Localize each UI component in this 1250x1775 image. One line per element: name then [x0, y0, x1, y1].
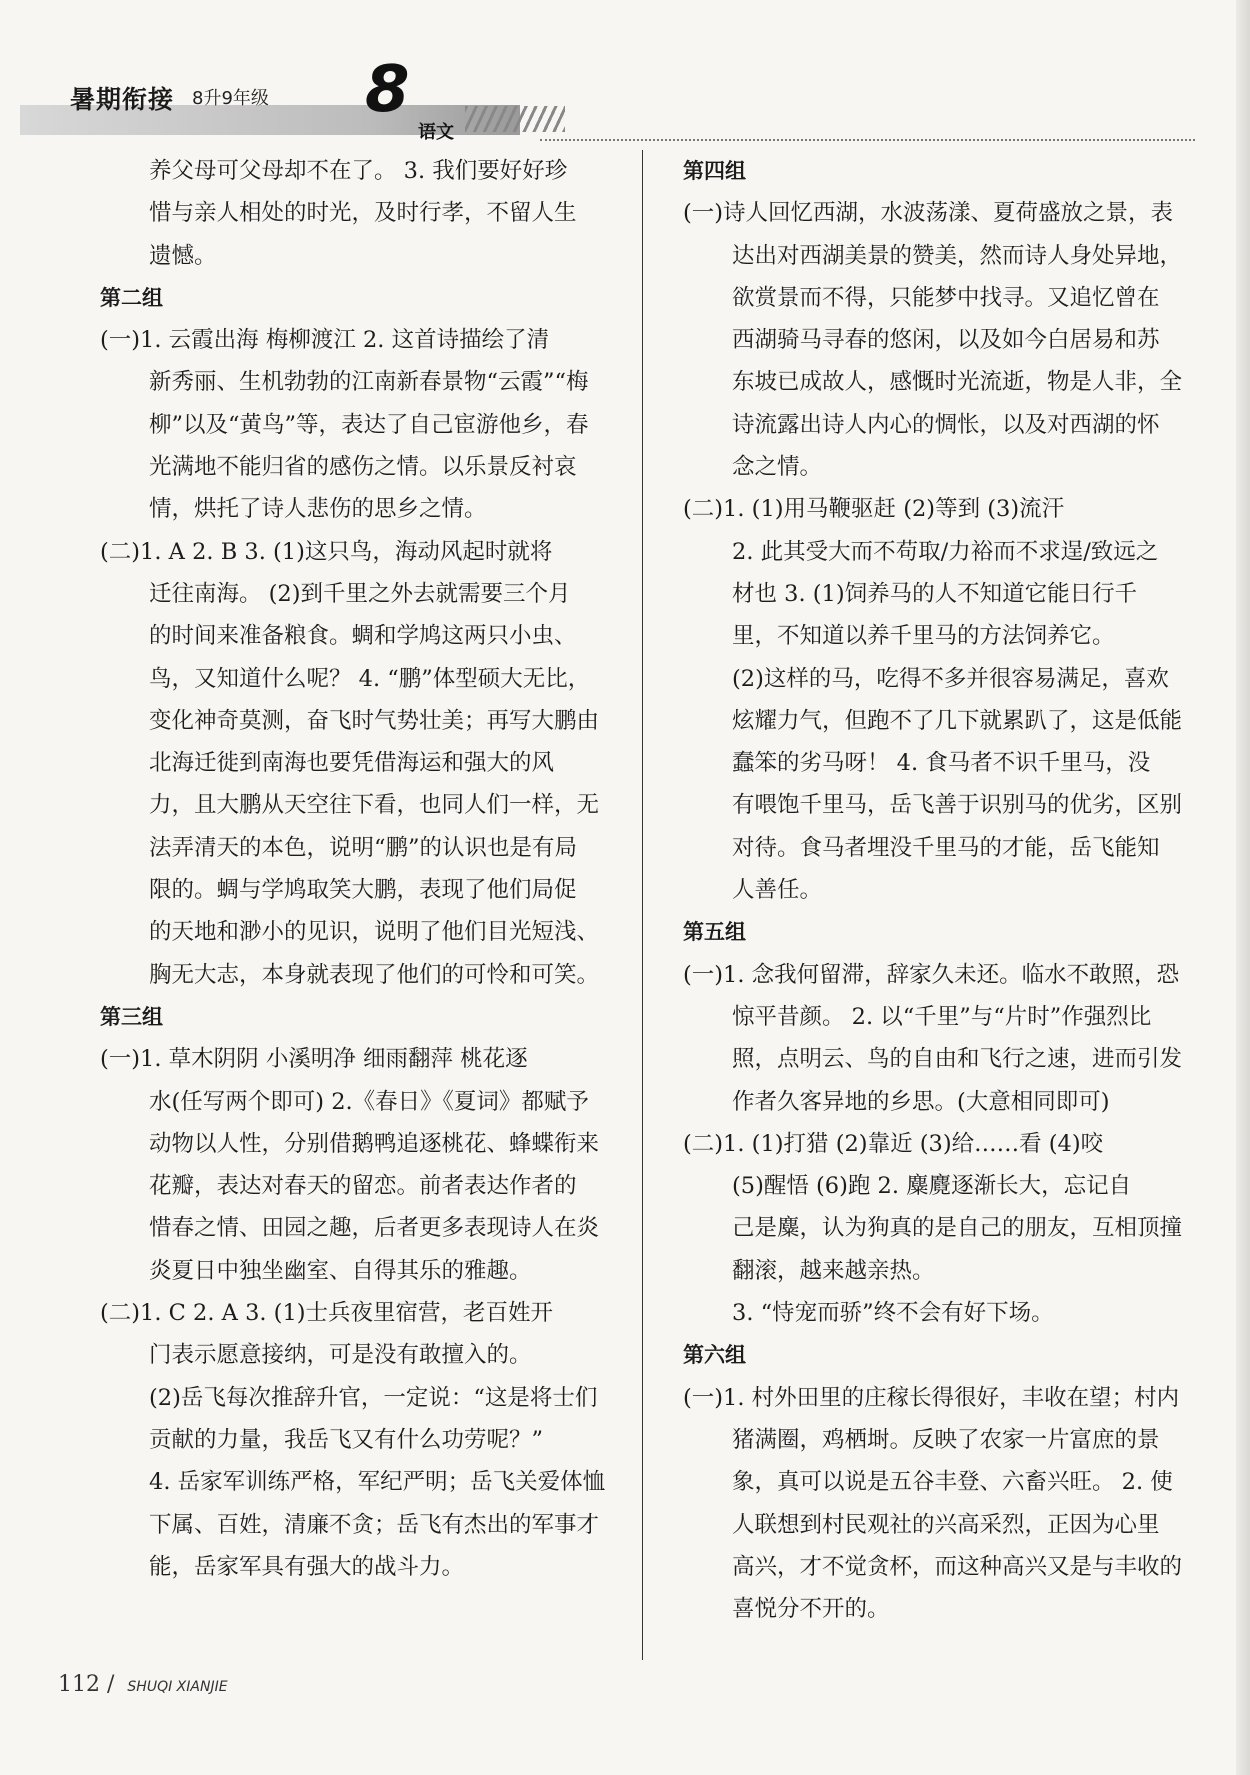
answer-line: 对待。食马者埋没千里马的才能，岳飞能知 — [732, 834, 1160, 861]
answer-line: 炎夏日中独坐幽室、自得其乐的雅趣。 — [149, 1257, 532, 1284]
answer-line: 门表示愿意接纳，可是没有敢擅入的。 — [149, 1342, 532, 1369]
answer-line: 惜与亲人相处的时光，及时行孝，不留人生 — [149, 200, 577, 227]
group-heading: 第二组 — [100, 285, 163, 310]
answer-line: 的天地和渺小的见识，说明了他们目光短浅、 — [149, 919, 600, 946]
answer-line: 炫耀力气，但跑不了几下就累趴了，这是低能 — [732, 707, 1183, 734]
page-edge — [1236, 0, 1250, 1775]
grade-number: 8 — [365, 53, 410, 127]
right-column — [683, 150, 1213, 1630]
book-title: 暑期衔接 — [70, 85, 175, 114]
answer-line: 象，真可以说是五谷丰登、六畜兴旺。 2. 使 — [732, 1469, 1173, 1496]
answer-line: (二)1. (1)打猎 (2)靠近 (3)给……看 (4)咬 — [683, 1130, 1104, 1157]
answer-line: (二)1. A 2. B 3. (1)这只鸟，海动风起时就将 — [100, 538, 553, 565]
answer-line: 力，且大鹏从天空往下看，也同人们一样，无 — [149, 792, 600, 819]
answer-line: 欲赏景而不得，只能梦中找寻。又追忆曾在 — [732, 284, 1160, 311]
answer-line: 照，点明云、鸟的自由和飞行之速，进而引发 — [732, 1046, 1183, 1073]
answer-line: (一)1. 念我何留滞，辞家久未还。临水不敢照，恐 — [683, 961, 1180, 988]
column-divider — [642, 150, 643, 1660]
header-stripes — [465, 106, 565, 132]
answer-line: 情，烘托了诗人悲伤的思乡之情。 — [149, 496, 487, 523]
answer-line: 喜悦分不开的。 — [732, 1596, 890, 1623]
page-footer — [58, 1672, 228, 1697]
answer-line: 胸无大志，本身就表现了他们的可怜和可笑。 — [149, 961, 600, 988]
left-column — [100, 150, 630, 1588]
answer-line: 法弄清天的本色，说明“鹏”的认识也是有局 — [149, 834, 578, 861]
answer-line: 高兴，才不觉贪杯，而这种高兴又是与丰收的 — [732, 1553, 1183, 1580]
answer-line: 迁往南海。 (2)到千里之外去就需要三个月 — [149, 580, 571, 607]
answer-line: 东坡已成故人，感慨时光流逝，物是人非，全 — [732, 369, 1183, 396]
page-number: 112 — [58, 1672, 100, 1697]
subject-label: 语文 — [418, 122, 454, 143]
answer-line: 有喂饱千里马，岳飞善于识别马的优劣，区别 — [732, 792, 1183, 819]
answer-line: 西湖骑马寻春的悠闲，以及如今白居易和苏 — [732, 327, 1160, 354]
page-header — [20, 53, 1190, 150]
grade-label: 8升9年级 — [192, 88, 269, 109]
header-dotted-rule — [540, 139, 1195, 141]
answer-line: 作者久客异地的乡思。(大意相同即可) — [732, 1088, 1110, 1115]
footer-brand: SHUQI XIANJIE — [127, 1679, 228, 1695]
answer-line: 下属、百姓，清廉不贪；岳飞有杰出的军事才 — [149, 1511, 600, 1538]
answer-line: 北海迁徙到南海也要凭借海运和强大的风 — [149, 750, 555, 777]
answer-line: 人联想到村民观社的兴高采烈，正因为心里 — [732, 1511, 1160, 1538]
footer-separator: / — [107, 1672, 115, 1697]
answer-line: 动物以人性，分别借鹅鸭追逐桃花、蜂蝶衔来 — [149, 1130, 600, 1157]
answer-line: (5)醒悟 (6)跑 2. 麋麑逐渐长大，忘记自 — [732, 1173, 1132, 1200]
group-heading: 第三组 — [100, 1004, 163, 1029]
answer-line: 4. 岳家军训练严格，军纪严明；岳飞关爱体恤 — [149, 1469, 606, 1496]
answer-line: 新秀丽、生机勃勃的江南新春景物“云霞”“梅 — [149, 369, 589, 396]
answer-line: 遗憾。 — [149, 242, 217, 269]
answer-line: (2)这样的马，吃得不多并很容易满足，喜欢 — [732, 665, 1169, 692]
answer-line: 2. 此其受大而不苟取/力裕而不求逞/致远之 — [732, 538, 1159, 565]
group-heading: 第五组 — [683, 920, 746, 945]
answer-line: (2)岳飞每次推辞升官，一定说：“这是将士们 — [149, 1384, 598, 1411]
answer-line: (二)1. C 2. A 3. (1)士兵夜里宿营，老百姓开 — [100, 1300, 554, 1327]
answer-line: 猪满圈，鸡栖埘。反映了农家一片富庶的景 — [732, 1426, 1160, 1453]
answer-line: (一)1. 村外田里的庄稼长得很好，丰收在望；村内 — [683, 1384, 1180, 1411]
answer-line: 惜春之情、田园之趣，后者更多表现诗人在炎 — [149, 1215, 600, 1242]
answer-line: 光满地不能归省的感伤之情。以乐景反衬哀 — [149, 454, 577, 481]
answer-line: 养父母可父母却不在了。 3. 我们要好好珍 — [149, 158, 568, 184]
answer-line: (一)1. 云霞出海 梅柳渡江 2. 这首诗描绘了清 — [100, 327, 550, 354]
answer-line: (一)1. 草木阴阴 小溪明净 细雨翻萍 桃花逐 — [100, 1046, 528, 1073]
group-heading: 第四组 — [683, 159, 746, 183]
answer-line: 人善任。 — [732, 877, 823, 904]
answer-line: 材也 3. (1)饲养马的人不知道它能日行千 — [732, 580, 1138, 607]
answer-line: 柳”以及“黄鸟”等，表达了自己宦游他乡，春 — [149, 411, 589, 438]
answer-line: 水(任写两个即可) 2.《春日》《夏词》都赋予 — [149, 1088, 589, 1115]
answer-line: 己是麋，认为狗真的是自己的朋友，互相顶撞 — [732, 1215, 1183, 1242]
answer-line: 里，不知道以养千里马的方法饲养它。 — [732, 623, 1115, 650]
answer-line: (一)诗人回忆西湖，水波荡漾、夏荷盛放之景，表 — [683, 200, 1174, 227]
answer-line: 念之情。 — [732, 454, 823, 481]
answer-line: 达出对西湖美景的赞美，然而诗人身处异地， — [732, 242, 1183, 269]
answer-line: 能，岳家军具有强大的战斗力。 — [149, 1553, 465, 1580]
answer-line: 诗流露出诗人内心的惆怅，以及对西湖的怀 — [732, 411, 1160, 438]
answer-line: 变化神奇莫测，奋飞时气势壮美；再写大鹏由 — [149, 707, 600, 734]
answer-line: 的时间来准备粮食。蜩和学鸠这两只小虫、 — [149, 623, 577, 650]
answer-line: 花瓣，表达对春天的留恋。前者表达作者的 — [149, 1173, 577, 1200]
group-heading: 第六组 — [683, 1343, 746, 1368]
answer-line: 惊平昔颜。 2. 以“千里”与“片时”作强烈比 — [732, 1003, 1152, 1030]
answer-line: 贡献的力量，我岳飞又有什么功劳呢？” — [149, 1426, 544, 1453]
answer-line: (二)1. (1)用马鞭驱赶 (2)等到 (3)流汗 — [683, 496, 1065, 523]
answer-line: 翻滚，越来越亲热。 — [732, 1257, 935, 1284]
answer-line: 限的。蜩与学鸠取笑大鹏，表现了他们局促 — [149, 877, 577, 904]
answer-line: 3. “恃宠而骄”终不会有好下场。 — [732, 1300, 1054, 1327]
answer-line: 蠢笨的劣马呀！ 4. 食马者不识千里马，没 — [732, 750, 1151, 777]
answer-line: 鸟，又知道什么呢？ 4. “鹏”体型硕大无比， — [149, 665, 591, 692]
